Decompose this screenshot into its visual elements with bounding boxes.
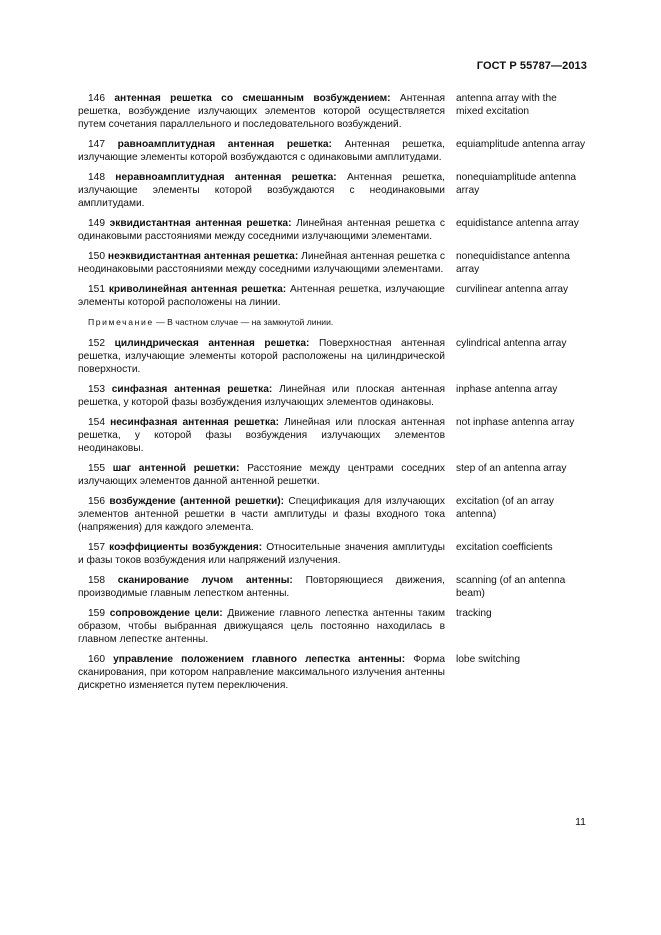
glossary-list-2 — [78, 337, 586, 692]
term-definition-ru — [78, 171, 445, 210]
term-number: 157 — [88, 542, 105, 553]
note — [78, 316, 445, 328]
term-name: неэквидистантная антенная решетка: — [107, 251, 299, 262]
term-name: цилиндрическая антенная решетка: — [114, 338, 310, 349]
term-definition: Антенная решетка, излучающие элементы которой расположены на линии. — [78, 284, 445, 308]
term-definition-ru — [78, 92, 445, 131]
term-english: step of an antenna array — [456, 463, 567, 474]
term-definition-ru — [78, 138, 445, 164]
term-english: tracking — [456, 608, 492, 619]
glossary-entry — [78, 92, 586, 131]
term-name: неравноамплитудная антенная решетка: — [115, 172, 337, 183]
term-definition: Линейная антенная решетка с одинаковыми расстояниями между соседними излучающими элементами. — [78, 218, 445, 242]
term-number: 147 — [88, 139, 105, 150]
term-name: эквидистантная антенная решетка: — [109, 218, 292, 229]
term-number: 159 — [88, 608, 105, 619]
term-english: scanning (of an antenna beam) — [456, 575, 566, 599]
glossary-list-1 — [78, 92, 586, 309]
term-number: 155 — [88, 463, 105, 474]
term-name: синфазная антенная решетка: — [111, 384, 273, 395]
term-english: lobe switching — [456, 654, 520, 665]
term-english: antenna array with the mixed excitation — [456, 93, 557, 117]
term-definition-ru — [78, 607, 445, 646]
term-definition: Расстояние между центрами соседних излучающих элементов данной антенной решетки. — [78, 463, 445, 487]
term-english: inphase antenna array — [456, 384, 558, 395]
term-english: cylindrical antenna array — [456, 338, 567, 349]
glossary-entry — [78, 607, 586, 646]
term-english: equidistance antenna array — [456, 218, 579, 229]
term-definition-ru — [78, 416, 445, 455]
term-definition-ru — [78, 283, 445, 309]
term-number: 149 — [88, 218, 105, 229]
term-definition: Спецификация для излучающих элементов антенной решетки в части амплитуды и фазы входного тока (напряжения) для каждого элемента. — [78, 496, 445, 533]
term-definition: Относительные значения амплитуды и фазы токов возбуждения или напряжений излучения. — [78, 542, 445, 566]
term-definition-ru — [78, 495, 445, 534]
term-english: equiamplitude antenna array — [456, 139, 586, 150]
term-name: криволинейная антенная решетка: — [108, 284, 287, 295]
glossary-entry — [78, 416, 586, 455]
term-definition-ru — [78, 383, 445, 409]
term-name: антенная решетка со смешанным возбуждением: — [114, 93, 391, 104]
glossary-entry — [78, 574, 586, 600]
term-definition-ru — [78, 217, 445, 243]
term-definition: Линейная или плоская антенная решетка, у которой фазы возбуждения излучающих элементов неодинаковы. — [78, 417, 445, 454]
term-definition: Антенная решетка, излучающие элементы которой возбуждаются с одинаковыми амплитудами. — [78, 139, 445, 163]
term-name: равноамплитудная антенная решетка: — [117, 139, 332, 150]
term-definition-ru — [78, 462, 445, 488]
term-name: сопровождение цели: — [109, 608, 223, 619]
term-english: nonequiamplitude antenna array — [456, 172, 577, 196]
term-definition: Форма сканирования, при котором направление максимального излучения антенны дискретно изменяется путем переключения. — [78, 654, 445, 691]
term-number: 154 — [88, 417, 105, 428]
term-number: 146 — [88, 93, 105, 104]
term-english: not inphase antenna array — [456, 417, 575, 428]
term-number: 158 — [88, 575, 105, 586]
glossary-content — [78, 92, 586, 699]
term-definition: Линейная антенная решетка с неодинаковыми расстояниями между соседними излучающими элементами. — [78, 251, 445, 275]
document-code-header: ГОСТ Р 55787—2013 — [476, 60, 587, 72]
term-definition-ru — [78, 574, 445, 600]
term-definition: Движение главного лепестка антенны таким образом, чтобы выбранная движущаяся цель постоянно находилась в главном лепестке антенны. — [78, 608, 445, 645]
glossary-entry — [78, 653, 586, 692]
glossary-entry — [78, 250, 586, 276]
term-name: управление положением главного лепестка антенны: — [113, 654, 406, 665]
term-name: шаг антенной решетки: — [112, 463, 240, 474]
term-number: 160 — [88, 654, 105, 665]
term-definition-ru — [78, 653, 445, 692]
term-english: curvilinear antenna array — [456, 284, 569, 295]
glossary-entry — [78, 171, 586, 210]
term-name: коэффициенты возбуждения: — [109, 542, 263, 553]
term-english: excitation (of an array antenna) — [456, 496, 554, 520]
term-definition-ru — [78, 337, 445, 376]
glossary-entry — [78, 283, 586, 309]
term-definition: Антенная решетка, излучающие элементы которой возбуждаются с неодинаковыми амплитудами. — [78, 172, 445, 209]
glossary-entry — [78, 495, 586, 534]
glossary-entry — [78, 138, 586, 164]
term-number: 153 — [88, 384, 105, 395]
glossary-entry — [78, 383, 586, 409]
term-number: 152 — [88, 338, 105, 349]
term-definition-ru — [78, 541, 445, 567]
term-name: возбуждение (антенной решетки): — [109, 496, 285, 507]
note-label: Примечание — [88, 317, 154, 327]
term-definition: Антенная решетка, возбуждение излучающих элементов которой осуществляется путем сочетания параллельного и последовательного возбуждений. — [78, 93, 445, 130]
note-text: — В частном случае — на замкнутой линии. — [153, 317, 334, 327]
term-english: nonequidistance antenna array — [456, 251, 570, 275]
term-name: сканирование лучом антенны: — [117, 575, 293, 586]
page-number: 11 — [575, 816, 586, 828]
glossary-entry — [78, 217, 586, 243]
term-definition-ru — [78, 250, 445, 276]
term-definition: Поверхностная антенная решетка, излучающие элементы которой расположены на цилиндрической поверхности. — [78, 338, 445, 375]
term-english: excitation coefficients — [456, 542, 553, 553]
term-number: 150 — [88, 251, 105, 262]
term-number: 156 — [88, 496, 105, 507]
term-name: несинфазная антенная решетка: — [110, 417, 280, 428]
glossary-entry — [78, 462, 586, 488]
term-definition: Повторяющиеся движения, производимые главным лепестком антенны. — [78, 575, 445, 599]
glossary-entry — [78, 541, 586, 567]
term-number: 148 — [88, 172, 105, 183]
glossary-entry — [78, 337, 586, 376]
term-number: 151 — [88, 284, 105, 295]
term-definition: Линейная или плоская антенная решетка, у которой фазы возбуждения излучающих элементов одинаковы. — [78, 384, 445, 408]
